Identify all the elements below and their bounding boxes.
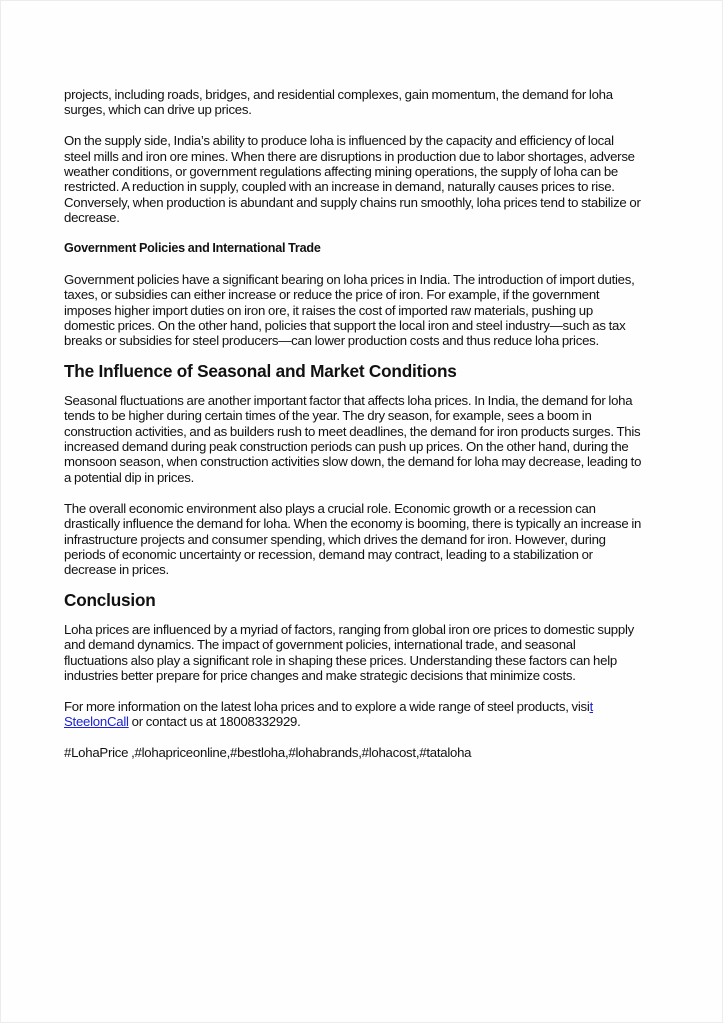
steeloncall-link[interactable]: t SteelonCall [64, 698, 593, 730]
supply-paragraph: On the supply side, India’s ability to produce loha is influenced by the capacity and efficiency of local steel mills and iron ore mines. When there are disruptions in production due to labor shortages, adverse weather conditions, or government regulations affecting mining operations, the supply of loha can be restricted. A reduction in supply, coupled with an increase in demand, naturally causes prices to rise. Conversely, when production is abundant and supply chains run smoothly, loha prices tend to stabilize or decrease. [64, 133, 641, 226]
seasonal-paragraph: Seasonal fluctuations are another important factor that affects loha prices. In India, the demand for loha tends to be higher during certain times of the year. The dry season, for example, sees a boom in construction activities, and as builders rush to meet deadlines, the demand for iron products surges. This increased demand during peak construction periods can push up prices. On the other hand, during the monsoon season, when construction activities slow down, the demand for loha may decrease, leading to a potential dip in prices. [64, 392, 642, 485]
spacer [64, 578, 642, 590]
spacer [64, 118, 642, 133]
spacer [64, 683, 642, 698]
spacer [64, 485, 642, 500]
cta-text-before: For more information on the latest loha prices and to explore a wide range of steel products, visi [64, 698, 590, 714]
economy-paragraph: The overall economic environment also plays a crucial role. Economic growth or a recession can drastically influence the demand for loha. When the economy is booming, there is typically an increase in infrastructure projects and consumer spending, which drives the demand for iron. However, during periods of economic uncertainty or recession, demand may contract, leading to a stabilization or decrease in prices. [64, 500, 642, 578]
spacer [64, 610, 642, 622]
spacer [64, 226, 642, 241]
intro-tail-paragraph: projects, including roads, bridges, and residential complexes, gain momentum, the demand for loha surges, which can drive up prices. [64, 87, 613, 118]
hashtags: #LohaPrice ,#lohapriceonline,#bestloha,#lohabrands,#lohacost,#tataloha [64, 744, 472, 760]
cta-text-after: or contact us at 18008332929. [128, 714, 301, 730]
seasonal-heading: The Influence of Seasonal and Market Conditions [64, 360, 457, 381]
gov-policies-subheading: Government Policies and International Trade [64, 241, 321, 256]
spacer [64, 256, 642, 271]
document-content [64, 87, 642, 760]
spacer [64, 349, 642, 361]
cta-paragraph [64, 699, 642, 730]
conclusion-heading: Conclusion [64, 589, 156, 610]
spacer [64, 730, 642, 745]
gov-policies-paragraph: Government policies have a significant bearing on loha prices in India. The introduction of import duties, taxes, or subsidies can either increase or reduce the price of iron. For example, if the government imposes higher import duties on iron ore, it raises the cost of imported raw materials, pushing up domestic prices. On the other hand, policies that support the local iron and steel industry—such as tax breaks or subsidies for steel producers—can lower production costs and thus reduce loha prices. [64, 271, 635, 349]
spacer [64, 381, 642, 393]
conclusion-paragraph: Loha prices are influenced by a myriad of factors, ranging from global iron ore prices to domestic supply and demand dynamics. The impact of government policies, international trade, and seasonal fluctuations also play a significant role in shaping these prices. Understanding these factors can help industries better prepare for price changes and make strategic decisions that minimize costs. [64, 621, 634, 683]
